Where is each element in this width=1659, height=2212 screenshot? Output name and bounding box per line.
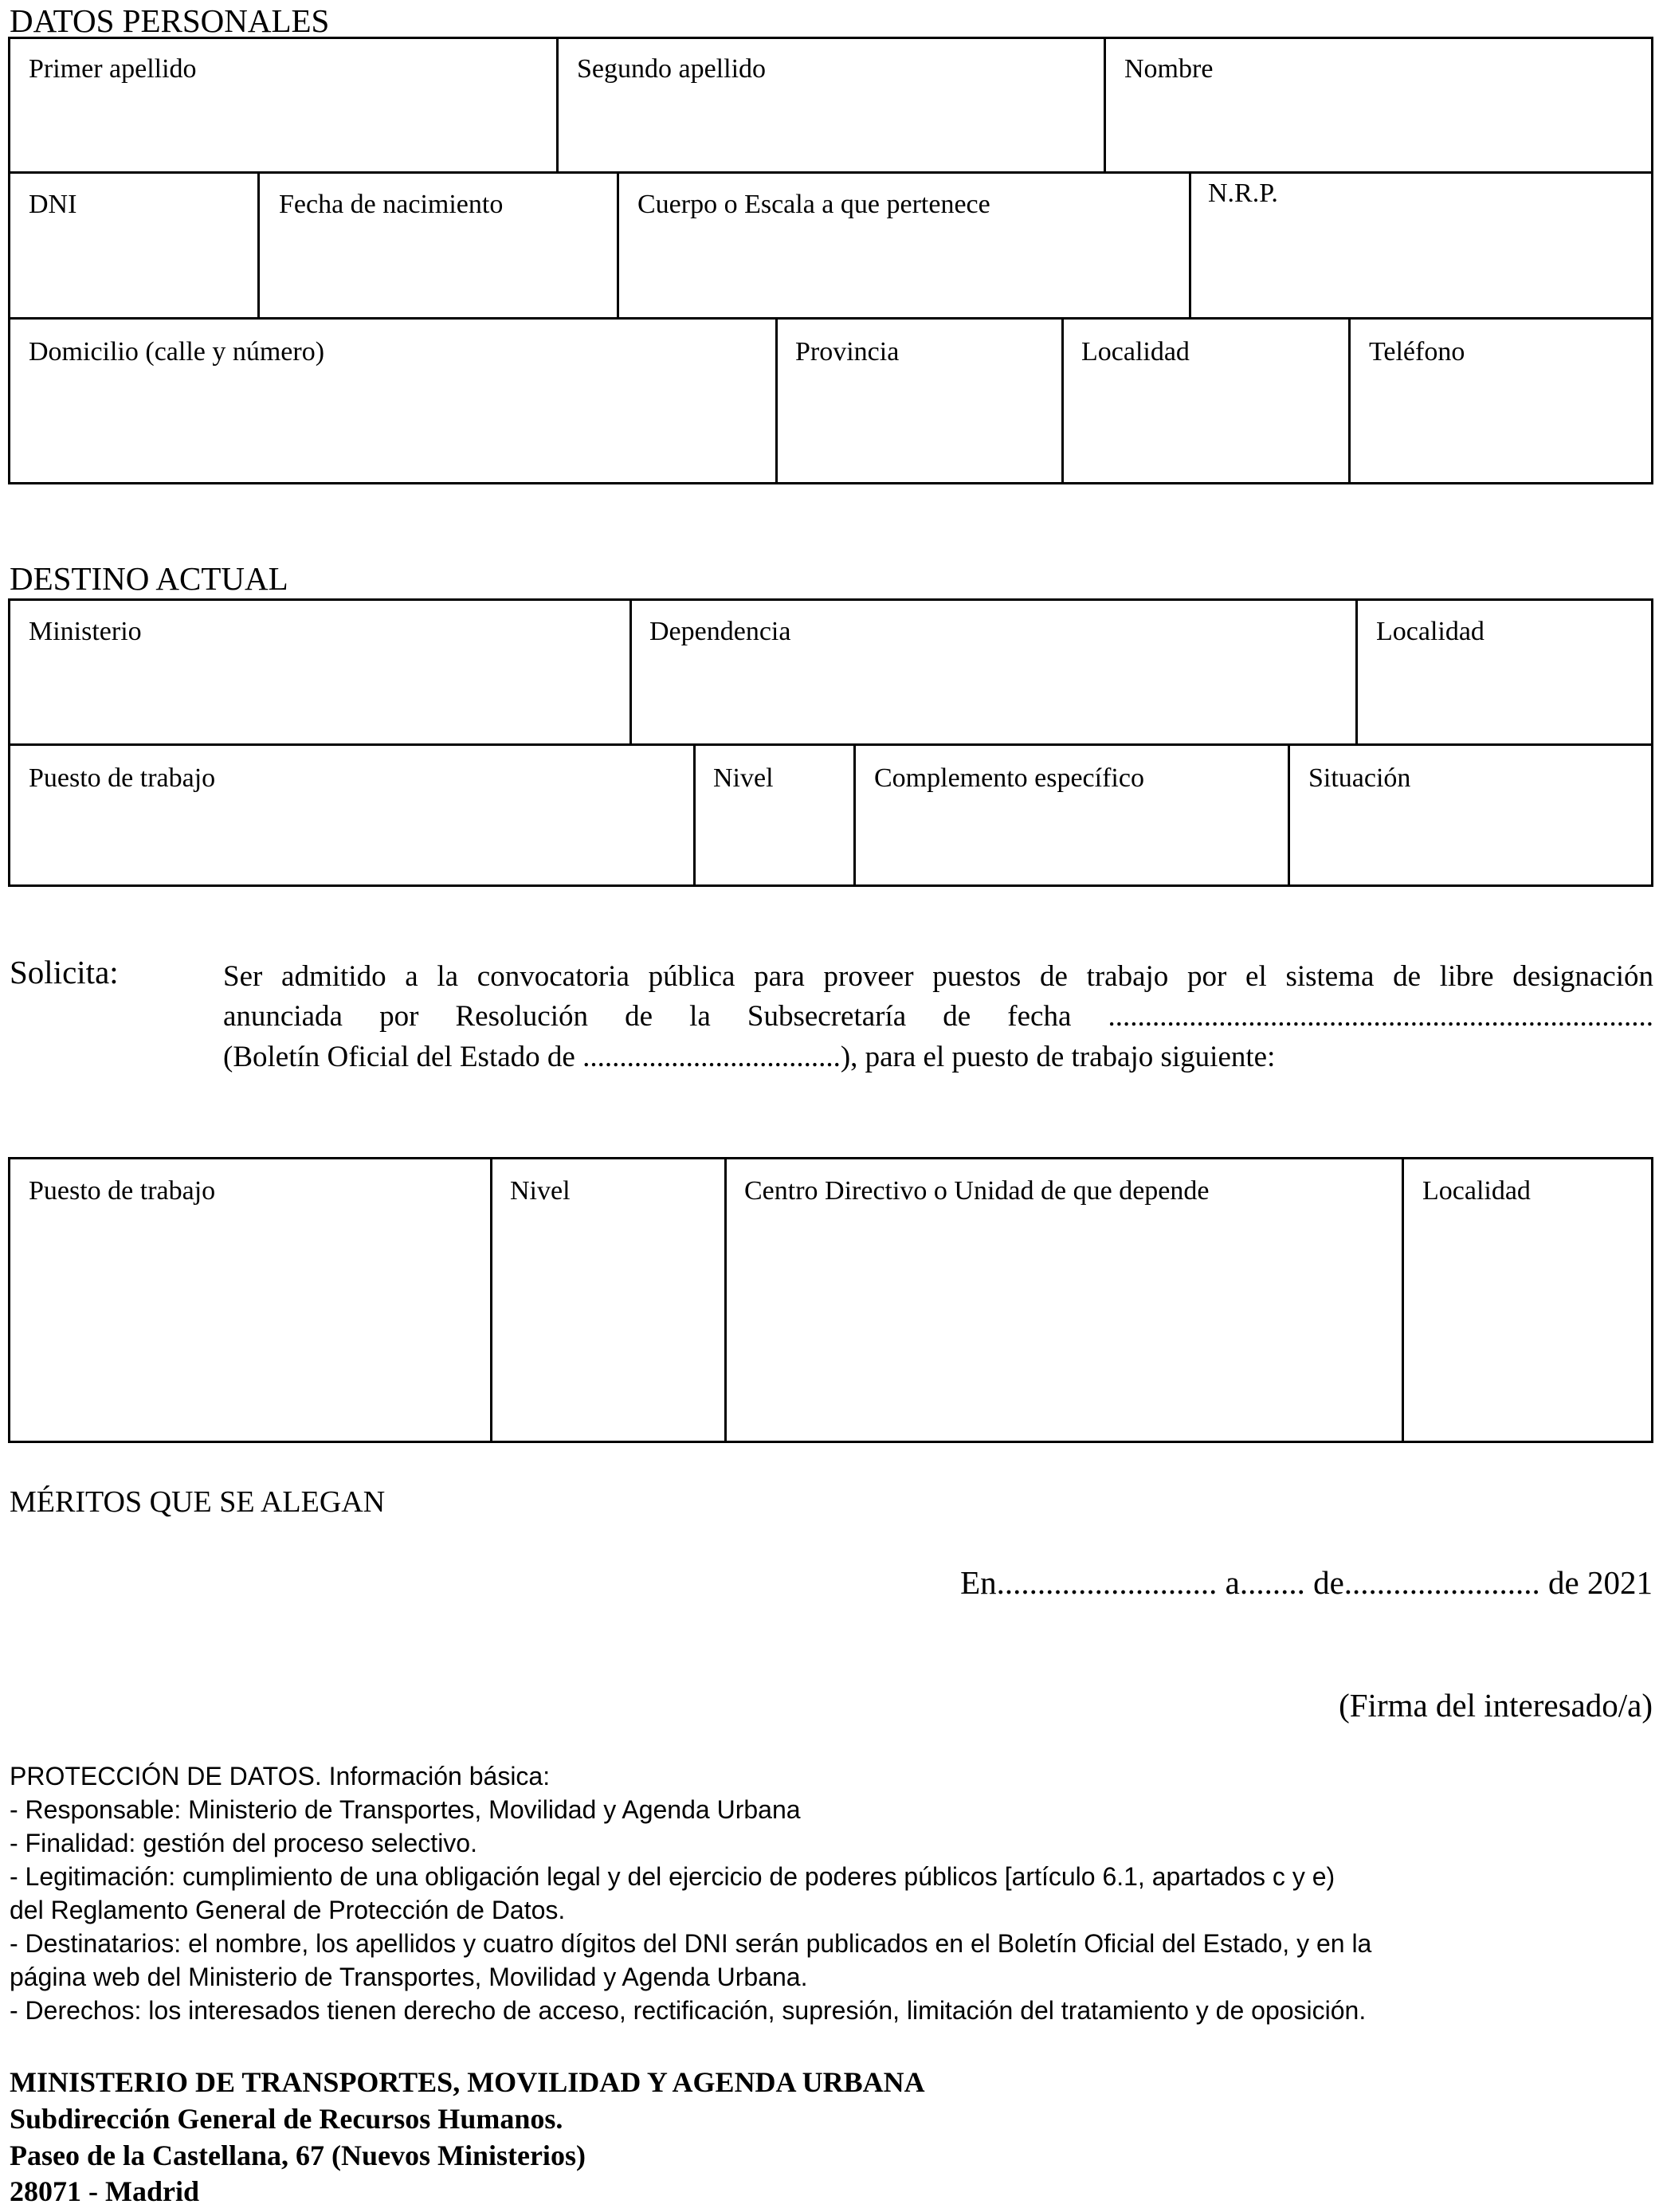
firma-label: (Firma del interesado/a)	[1339, 1687, 1653, 1724]
table-divider	[1104, 37, 1106, 172]
solicita-label: Solicita:	[10, 954, 119, 990]
field-primer-apellido[interactable]: Primer apellido	[29, 54, 197, 84]
table-divider	[629, 598, 632, 744]
table-divider	[8, 171, 1653, 174]
solicita-text-line-2: anunciada por Resolución de la Subsecretaría de fecha ..........................................................................	[223, 1000, 1653, 1033]
solicita-text-line-1: Ser admitido a la convocatoria pública para proveer puestos de trabajo por el sistema de libre designación	[223, 960, 1653, 993]
field-domicilio[interactable]: Domicilio (calle y número)	[29, 337, 325, 367]
table-divider	[724, 1157, 727, 1443]
proteccion-datos-line: del Reglamento General de Protección de Datos.	[10, 1896, 566, 1924]
table-divider	[693, 743, 696, 887]
field-situacion[interactable]: Situación	[1308, 763, 1411, 793]
section-heading-datos-personales: DATOS PERSONALES	[10, 2, 330, 39]
proteccion-datos-line: página web del Ministerio de Transportes, Movilidad y Agenda Urbana.	[10, 1963, 808, 1991]
table-divider	[1402, 1157, 1404, 1443]
address-subdireccion: Subdirección General de Recursos Humanos.	[10, 2103, 563, 2135]
field-puesto-localidad[interactable]: Localidad	[1422, 1176, 1531, 1206]
proteccion-datos-line: - Finalidad: gestión del proceso selectivo.	[10, 1829, 477, 1857]
field-nrp[interactable]: N.R.P.	[1208, 178, 1278, 208]
field-dni[interactable]: DNI	[29, 190, 77, 219]
field-telefono[interactable]: Teléfono	[1369, 337, 1465, 367]
section-heading-meritos: MÉRITOS QUE SE ALEGAN	[10, 1485, 386, 1519]
field-puesto-trabajo-actual[interactable]: Puesto de trabajo	[29, 763, 216, 793]
table-divider	[490, 1157, 492, 1443]
field-cuerpo-escala[interactable]: Cuerpo o Escala a que pertenece	[637, 190, 990, 219]
field-nivel-actual[interactable]: Nivel	[713, 763, 774, 793]
table-divider	[775, 317, 778, 484]
field-complemento-especifico[interactable]: Complemento específico	[874, 763, 1144, 793]
proteccion-datos-line: - Legitimación: cumplimiento de una obligación legal y del ejercicio de poderes públicos [artículo 6.1, apartados c y e)	[10, 1862, 1335, 1891]
field-nivel[interactable]: Nivel	[510, 1176, 571, 1206]
table-divider	[556, 37, 559, 172]
table-divider	[853, 743, 856, 887]
field-destino-localidad[interactable]: Localidad	[1376, 617, 1484, 646]
field-centro-directivo[interactable]: Centro Directivo o Unidad de que depende	[744, 1176, 1210, 1206]
solicita-text-line-3: (Boletín Oficial del Estado de ...................................), para el puesto de trabajo siguiente:	[223, 1041, 1276, 1073]
table-divider	[8, 743, 1653, 746]
field-fecha-nacimiento[interactable]: Fecha de nacimiento	[279, 190, 504, 219]
section-heading-destino-actual: DESTINO ACTUAL	[10, 560, 288, 597]
table-divider	[1061, 317, 1064, 484]
table-divider	[8, 317, 1653, 320]
table-divider	[1355, 598, 1358, 744]
field-puesto-trabajo[interactable]: Puesto de trabajo	[29, 1176, 216, 1206]
place-date-line[interactable]: En........................... a........ de........................ de 2021	[960, 1564, 1653, 1601]
field-localidad[interactable]: Localidad	[1081, 337, 1190, 367]
personal-data-table	[8, 37, 1653, 484]
field-provincia[interactable]: Provincia	[795, 337, 900, 367]
field-ministerio[interactable]: Ministerio	[29, 617, 142, 646]
table-divider	[1288, 743, 1290, 887]
address-street: Paseo de la Castellana, 67 (Nuevos Ministerios)	[10, 2139, 586, 2171]
table-divider	[1348, 317, 1351, 484]
field-segundo-apellido[interactable]: Segundo apellido	[577, 54, 767, 84]
address-postal-city: 28071 - Madrid	[10, 2175, 199, 2207]
table-divider	[257, 171, 260, 318]
table-divider	[617, 171, 619, 318]
field-dependencia[interactable]: Dependencia	[649, 617, 791, 646]
address-ministerio: MINISTERIO DE TRANSPORTES, MOVILIDAD Y AGENDA URBANA	[10, 2066, 925, 2098]
proteccion-datos-line: - Responsable: Ministerio de Transportes, Movilidad y Agenda Urbana	[10, 1795, 801, 1824]
table-divider	[1189, 171, 1191, 318]
field-nombre[interactable]: Nombre	[1124, 54, 1214, 84]
proteccion-datos-line: - Destinatarios: el nombre, los apellidos y cuatro dígitos del DNI serán publicados en el Boletín Oficial del Estado, y en la	[10, 1929, 1372, 1958]
proteccion-datos-line: PROTECCIÓN DE DATOS. Información básica:	[10, 1762, 551, 1790]
proteccion-datos-line: - Derechos: los interesados tienen derecho de acceso, rectificación, supresión, limitación del tratamiento y de oposición.	[10, 1996, 1367, 2025]
